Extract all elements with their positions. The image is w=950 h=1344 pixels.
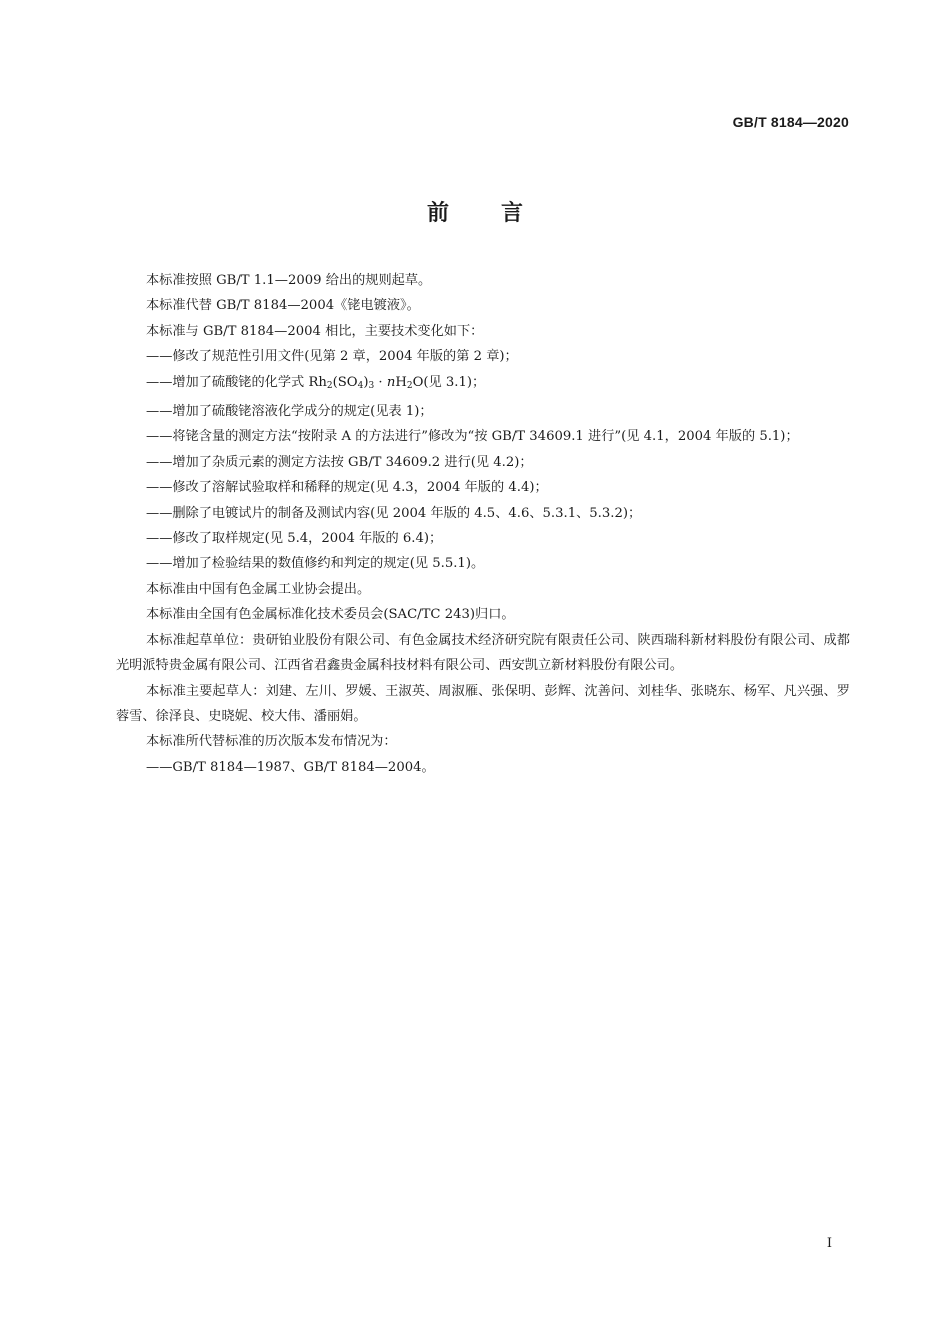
- formula-text: H: [395, 374, 407, 390]
- formula-subscript: 4: [357, 380, 364, 391]
- page-title: 前言: [426, 201, 575, 226]
- history-item: ——GB/T 8184—1987、GB/T 8184—2004。: [146, 759, 435, 775]
- history-paragraph: 本标准所代替标准的历次版本发布情况为：: [146, 734, 397, 750]
- change-item: ——修改了规范性引用文件(见第 2 章，2004 年版的第 2 章)；: [146, 349, 518, 365]
- change-item: ——增加了检验结果的数值修约和判定的规定(见 5.5.1)。: [146, 556, 485, 572]
- formula-text: (SO: [332, 374, 358, 390]
- page-number: I: [826, 1236, 832, 1251]
- formula-subscript: 2: [326, 380, 333, 391]
- document-body: [116, 268, 850, 780]
- drafting-units-paragraph: 本标准起草单位：贵研铂业股份有限公司、有色金属技术经济研究院有限责任公司、陕西瑞科新材料股份有限公司、成都光明派特贵金属有限公司、江西省君鑫贵金属科技材料有限公司、西安凯立新材料股份有限公司。: [116, 632, 850, 674]
- proposer-paragraph: 本标准由中国有色金属工业协会提出。: [146, 581, 371, 597]
- formula-text: ·: [374, 374, 387, 390]
- change-item: ——将铑含量的测定方法“按附录 A 的方法进行”修改为“按 GB/T 34609.1 进行”(见 4.1，2004 年版的 5.1)；: [146, 429, 799, 445]
- formula-text: ——增加了硫酸铑的化学式 Rh: [146, 374, 327, 390]
- changes-intro-paragraph: 本标准与 GB/T 8184—2004 相比，主要技术变化如下：: [146, 323, 484, 339]
- change-item-formula: [116, 370, 850, 399]
- formula-text: O(见 3.1)；: [412, 374, 486, 390]
- change-item: ——增加了硫酸铑溶液化学成分的规定(见表 1)；: [146, 404, 433, 420]
- committee-paragraph: 本标准由全国有色金属标准化技术委员会(SAC/TC 243)归口。: [146, 607, 515, 623]
- drafting-rules-paragraph: 本标准按照 GB/T 1.1—2009 给出的规则起草。: [146, 273, 432, 288]
- formula-subscript: 2: [406, 380, 413, 391]
- change-item: ——修改了溶解试验取样和稀释的规定(见 4.3，2004 年版的 4.4)；: [146, 480, 548, 496]
- drafters-paragraph: 本标准主要起草人：刘建、左川、罗媛、王淑英、周淑雁、张保明、彭辉、沈善问、刘桂华、张晓东、杨军、凡兴强、罗蓉雪、徐泽良、史晓妮、校大伟、潘丽娟。: [116, 683, 850, 724]
- formula-text: ): [363, 374, 369, 390]
- change-item: ——修改了取样规定(见 5.4，2004 年版的 6.4)；: [146, 531, 443, 547]
- standard-code-header: GB/T 8184—2020: [732, 114, 849, 130]
- replaces-paragraph: 本标准代替 GB/T 8184—2004《铑电镀液》。: [146, 298, 420, 314]
- change-item: ——删除了电镀试片的制备及测试内容(见 2004 年版的 4.5、4.6、5.3.1、5.3.2)；: [146, 505, 642, 521]
- formula-variable: n: [386, 374, 396, 390]
- formula-subscript: 3: [368, 380, 375, 391]
- change-item: ——增加了杂质元素的测定方法按 GB/T 34609.2 进行(见 4.2)；: [146, 454, 533, 470]
